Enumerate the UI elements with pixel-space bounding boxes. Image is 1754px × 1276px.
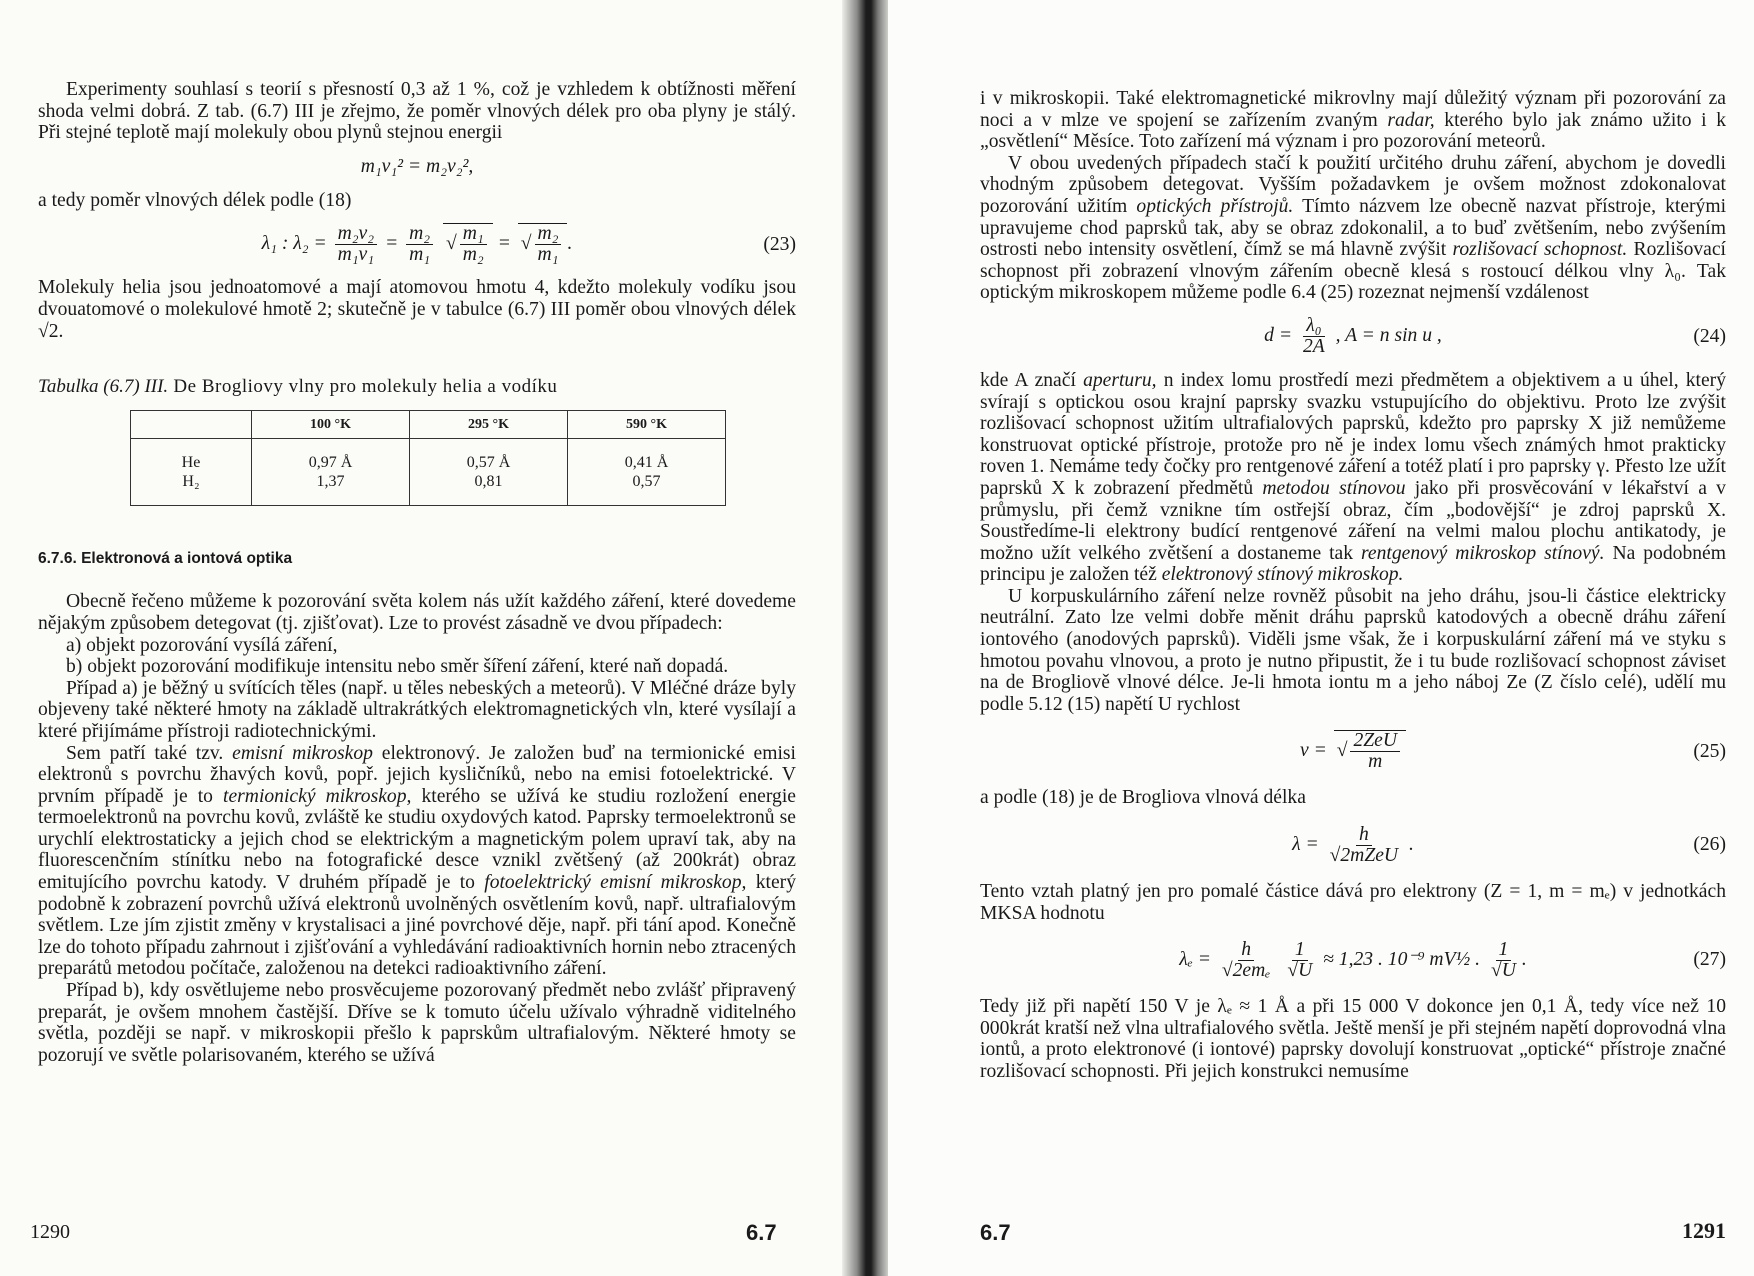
table-cell: 0,57 Å 0,81 [410, 438, 568, 505]
equation-number: (26) [1693, 834, 1726, 856]
denominator: m₁v₁ [337, 244, 375, 266]
table-caption-text: De Brogliovy vlny pro molekuly helia a vodíku [173, 376, 558, 398]
paragraph: kde A značí aperturu, n index lomu prostředí mezi předmětem a objektivem a u úhel, který svírají s optickou osou krajní paprsky svazku vstupujícího do objektivu. Proto lze zvýšit rozlišovací schopnost užitím ultrafialových paprsků, kdežto pro paprsky X již nemůžeme konstruovat optické přístroje, protože pro ně je index lomu všech známých hmot prakticky roven 1. Nemáme tedy čočky pro rentgenové záření a totéž platí i pro paprsky γ. Přesto lze užít paprsků X k zobrazení předmětů metodou stínovou jako při prosvěcování v lékařství a v průmyslu, při čemž vznikne tím ostřejší obraz, čím „bodovější“ je zdroj paprsků X. Soustředíme-li elektrony budící rentgenové záření na velmi malou plochu antikatody, je možno užít velkého zvětšení a dostaneme tak rentgenový mikroskop stínový. Na podobném principu je založen též elektronový stínový mikroskop. [980, 369, 1727, 586]
de-broglie-table [130, 410, 726, 506]
formula-lhs: λₑ = [1179, 948, 1211, 970]
emphasis: metodou stínovou [1262, 477, 1406, 499]
paragraph: Případ a) je běžný u svítících těles (např. u těles nebeských a meteorů). V Mléčné dráze byly objeveny také některé hmoty na základě ultrakrátkých elektromagnetických vln, které vysílají a které přijímáme přístroji radiotechnickými. [38, 677, 796, 742]
numerator: 1 [1292, 940, 1308, 961]
sqrt: √ $\frac{\text{2ZeU}}{m}$ [1334, 730, 1406, 772]
fraction [406, 224, 433, 265]
paragraph: U korpuskulárního záření nelze rovněž působit na jeho dráhu, jsou-li částice elektricky neutrální. Zato lze velmi dobře měnit dráhu paprsků katodových a obecně dráhu záření iontového (anodových paprsků). Viděli jsme však, že i korpuskulární záření má ve styku s hmotou povahu vlnovou, a proto je nutno připustit, že i tu bude rozlišovací schopnost záviset na de Brogliově vlnové délce. Je-li hmota iontu m a jeho náboj Ze (Z číslo celé), udělí mu podle 5.12 (15) napětí U rychlost [980, 585, 1726, 715]
section-heading: 6.7.6. Elektronová a iontová optika [38, 549, 293, 567]
fraction [460, 224, 487, 265]
table-header-row [131, 410, 726, 438]
emphasis: emisní mikroskop [232, 742, 373, 764]
table-header: 590 °K [568, 410, 726, 438]
table-header: 100 °K [252, 410, 410, 438]
table-cell: 0,41 Å 0,57 [568, 438, 726, 505]
table-cell: He H₂ [131, 438, 252, 505]
formula-energy [38, 152, 796, 182]
section-number: 6.7 [980, 1220, 1011, 1245]
table-header: 295 °K [410, 410, 568, 438]
numerator: m₂ [406, 224, 433, 245]
denominator: m₂ [462, 244, 484, 266]
paragraph: a tedy poměr vlnových délek podle (18) [38, 189, 352, 211]
denominator: √U [1490, 959, 1516, 981]
numerator: m₁ [460, 224, 487, 245]
numerator: m₂v₂ [335, 224, 377, 245]
paragraph: Tedy již při napětí 150 V je λₑ ≈ 1 Å a při 15 000 V dokonce jen 0,1 Å, tedy více než 10 000krát kratší než vlna ultrafialového světla. Ještě menší je při stejném napětí doprovodná vlna iontů, a proto elektronové (i iontové) paprsky dovolují konstruovat „optické“ přístroje značné rozlišovací schopnosti. Při jejich konstrukci nemusíme [980, 996, 1726, 1082]
section-number: 6.7 [746, 1220, 777, 1245]
table-caption-label: Tabulka (6.7) III. [38, 376, 169, 398]
fraction [1488, 940, 1519, 981]
fraction [1219, 940, 1274, 981]
page-number: 1291 [1682, 1218, 1726, 1243]
formula-expression: λₑ = $\frac{h}{\text{√2emₑ}}$ $\frac{1}{√U}$ ≈ 1,23 . 10⁻⁹ mV½ . $\frac{1}{√U}$ . [1179, 938, 1527, 981]
formula-lhs: λ₁ : λ₂ = [261, 233, 327, 255]
fraction [535, 224, 562, 265]
numerator: h [1238, 940, 1254, 961]
formula-text: m₁v₁² = m₂v₂², [360, 155, 474, 177]
fraction [335, 224, 377, 265]
equation-number: (25) [1693, 740, 1726, 762]
emphasis: termionický mikroskop, [223, 785, 412, 807]
table-row [131, 438, 726, 505]
denominator: √2mZeU [1329, 844, 1399, 866]
list-item: b) objekt pozorování modifikuje intensitu nebo směr šíření záření, které naň dopadá. [66, 656, 729, 678]
fraction [1350, 731, 1400, 772]
paragraph: Sem patří také tzv. emisní mikroskop elektronový. Je založen buď na termionické emisi elektronů s povrchu žhavých kovů, popř. jejich kysličníků, nebo na emisi fotoelektrické. V prvním případě je to termionický mikroskop, kterého se užívá ke studiu rozložení energie termoelektronů na povrchu kovů, zvláště ke studiu oxydových katod. Paprsky termoelektronů se urychlí elektrostaticky a jejich chod se elektrickým a magnetickým polem upraví tak, aby na fluorescenčním stínítku nebo na fotografické desce vznikl zvětšený (až 200krát) obraz emitujícího povrchu katody. V druhém případě je to fotoelektrický emisní mikroskop, který podobně k zobrazení povrchů užívá elektronů uvolněných osvětlením kovů, např. ultrafialovým světlem. Lze jím zjistit změny v krystalisaci a jiné povrchové děje, např. při tání apod. Konečně lze do tohoto případu zahrnout i zjišťování a vyhledávání radioaktivních hornin nebo ztracených preparátů metodou počítače, založenou na detekci radioaktivního záření. [38, 742, 797, 980]
formula-lhs: d = [1264, 325, 1293, 347]
emphasis: rozlišovací schopnost. [1452, 239, 1628, 261]
numerator: m₂ [535, 224, 562, 245]
numerator: λ₀ [1303, 316, 1324, 337]
formula-27 [980, 932, 1726, 988]
formula-23 [38, 219, 796, 269]
emphasis: rentgenový mikroskop stínový. [1361, 542, 1605, 564]
fraction [1327, 825, 1401, 866]
formula-expression [1300, 730, 1406, 772]
list-item: a) objekt pozorování vysílá záření, [66, 634, 338, 656]
emphasis: aperturu, [1083, 369, 1157, 391]
table-header [131, 410, 252, 438]
formula-24 [980, 312, 1726, 362]
denominator: 2A [1303, 336, 1325, 358]
sqrt: √ $\frac{\text{m₂}}{\text{m₁}}$ [518, 223, 568, 265]
equation-number: (27) [1693, 949, 1726, 971]
emphasis: elektronový stínový mikroskop. [1161, 564, 1404, 586]
denominator: √U [1287, 959, 1313, 981]
table-cell: 0,97 Å 1,37 [252, 438, 410, 505]
paragraph: V obou uvedených případech stačí k použití určitého druhu záření, abychom je dovedli vhodným způsobem detegovat. Vyšším požadavkem je ovšem možnost zdokonalovat pozorování užitím optických přístrojů. Tímto názvem lze obecně nazvat přístroje, kterými upravujeme chod paprsků tak, aby se obraz zdokonalil, a to buď zvětšením, nebo zvýšením ostrosti nebo intensity osvětlení, čímž se má hlavně zvýšit rozlišovací schopnost. Rozlišovací schopnost při zobrazení vlnovým zářením obecně klesá s rostoucí délkou vlny λ₀. Tak optickým mikroskopem můžeme podle 6.4 (25) rozeznat nejmenší vzdálenost [980, 152, 1727, 304]
sqrt: √ $\frac{\text{m₁}}{\text{m₂}}$ [443, 223, 493, 265]
formula-expression [1292, 825, 1414, 866]
formula-lhs: λ = [1292, 833, 1319, 855]
right-page [888, 0, 1754, 1276]
formula-expression [1264, 316, 1442, 357]
page-number: 1290 [30, 1221, 70, 1243]
book-gutter [842, 0, 892, 1276]
formula-expression: λ₁ : λ₂ = $\frac{\text{m₂v₂}}{\text{m₁v₁}}$ = $\frac{\text{m₂}}{\text{m₁}}$ √ $\frac{\text{m₁}}{\text{m₂}}$ = √ $\frac{\text{m₂}}{\text{m₁}}$ . [261, 223, 573, 266]
paragraph: i v mikroskopii. Také elektromagnetické mikrovlny mají důležitý význam při pozorování za noci a v mlze ve spojení se zařízením zvaným radar, kterého bylo jak známo užito i k „osvětlení“ Měsíce. Toto zařízení má význam i pro pozorování meteorů. [980, 88, 1726, 153]
left-page-text [38, 79, 796, 1066]
numerator: 2ZeU [1350, 731, 1400, 752]
fraction [1300, 316, 1328, 357]
left-page [0, 0, 848, 1276]
denominator: m [1368, 751, 1383, 773]
formula-rest: . [1408, 833, 1414, 855]
emphasis: fotoelektrický emisní mikroskop, [484, 872, 747, 894]
right-page-text [980, 88, 1726, 1083]
numerator: 1 [1496, 940, 1512, 961]
paragraph: Případ b), kdy osvětlujeme nebo prosvěcujeme pozorovaný předmět nebo zvlášť připravený preparát, je ovšem mnohem častější. Dříve se k tomuto účelu užívalo výhradně viditelného světla, později se např. v mikroskopii přešlo k paprskům ultrafialovým. Některé hmoty se pozorují ve světle polarisovaném, kterého se užívá [38, 980, 796, 1066]
formula-lhs: v = [1299, 740, 1327, 762]
fraction [1284, 940, 1315, 981]
formula-middle: ≈ 1,23 . 10⁻⁹ mV½ . [1323, 948, 1481, 970]
numerator: h [1356, 825, 1372, 846]
denominator: m₁ [409, 244, 431, 266]
denominator: √2emₑ [1221, 959, 1271, 981]
formula-rest: , A = n sin u , [1335, 325, 1442, 347]
formula-26 [980, 817, 1726, 873]
paragraph: a podle (18) je de Brogliova vlnová délka [980, 787, 1306, 809]
paragraph: Obecně řečeno můžeme k pozorování světa kolem nás užít každého záření, které dovedeme nějakým způsobem detegovat (tj. zjišťovat). Lze to provést zásadně ve dvou případech: [38, 591, 796, 634]
equation-number: (24) [1693, 326, 1726, 348]
formula-25 [980, 723, 1726, 779]
paragraph: Experimenty souhlasí s teorií s přesností 0,3 až 1 %, což je vzhledem k obtížnosti měření shoda velmi dobrá. Z tab. (6.7) III je zřejmo, že poměr vlnových délek pro oba plyny je stálý. Při stejné teplotě mají molekuly obou plynů stejnou energii [38, 79, 796, 144]
denominator: m₁ [537, 244, 559, 266]
emphasis: radar, [1387, 109, 1435, 131]
emphasis: optických přístrojů. [1136, 195, 1294, 217]
table-caption [38, 376, 796, 398]
paragraph: Tento vztah platný jen pro pomalé částice dává pro elektrony (Z = 1, m = mₑ) v jednotkách MKSA hodnotu [980, 881, 1726, 924]
equation-number: (23) [763, 233, 796, 255]
paragraph: Molekuly helia jsou jednoatomové a mají atomovou hmotu 4, kdežto molekuly vodíku jsou dvouatomové o molekulové hmotě 2; skutečně je v tabulce (6.7) III poměr obou vlnových délek √2. [38, 277, 796, 342]
